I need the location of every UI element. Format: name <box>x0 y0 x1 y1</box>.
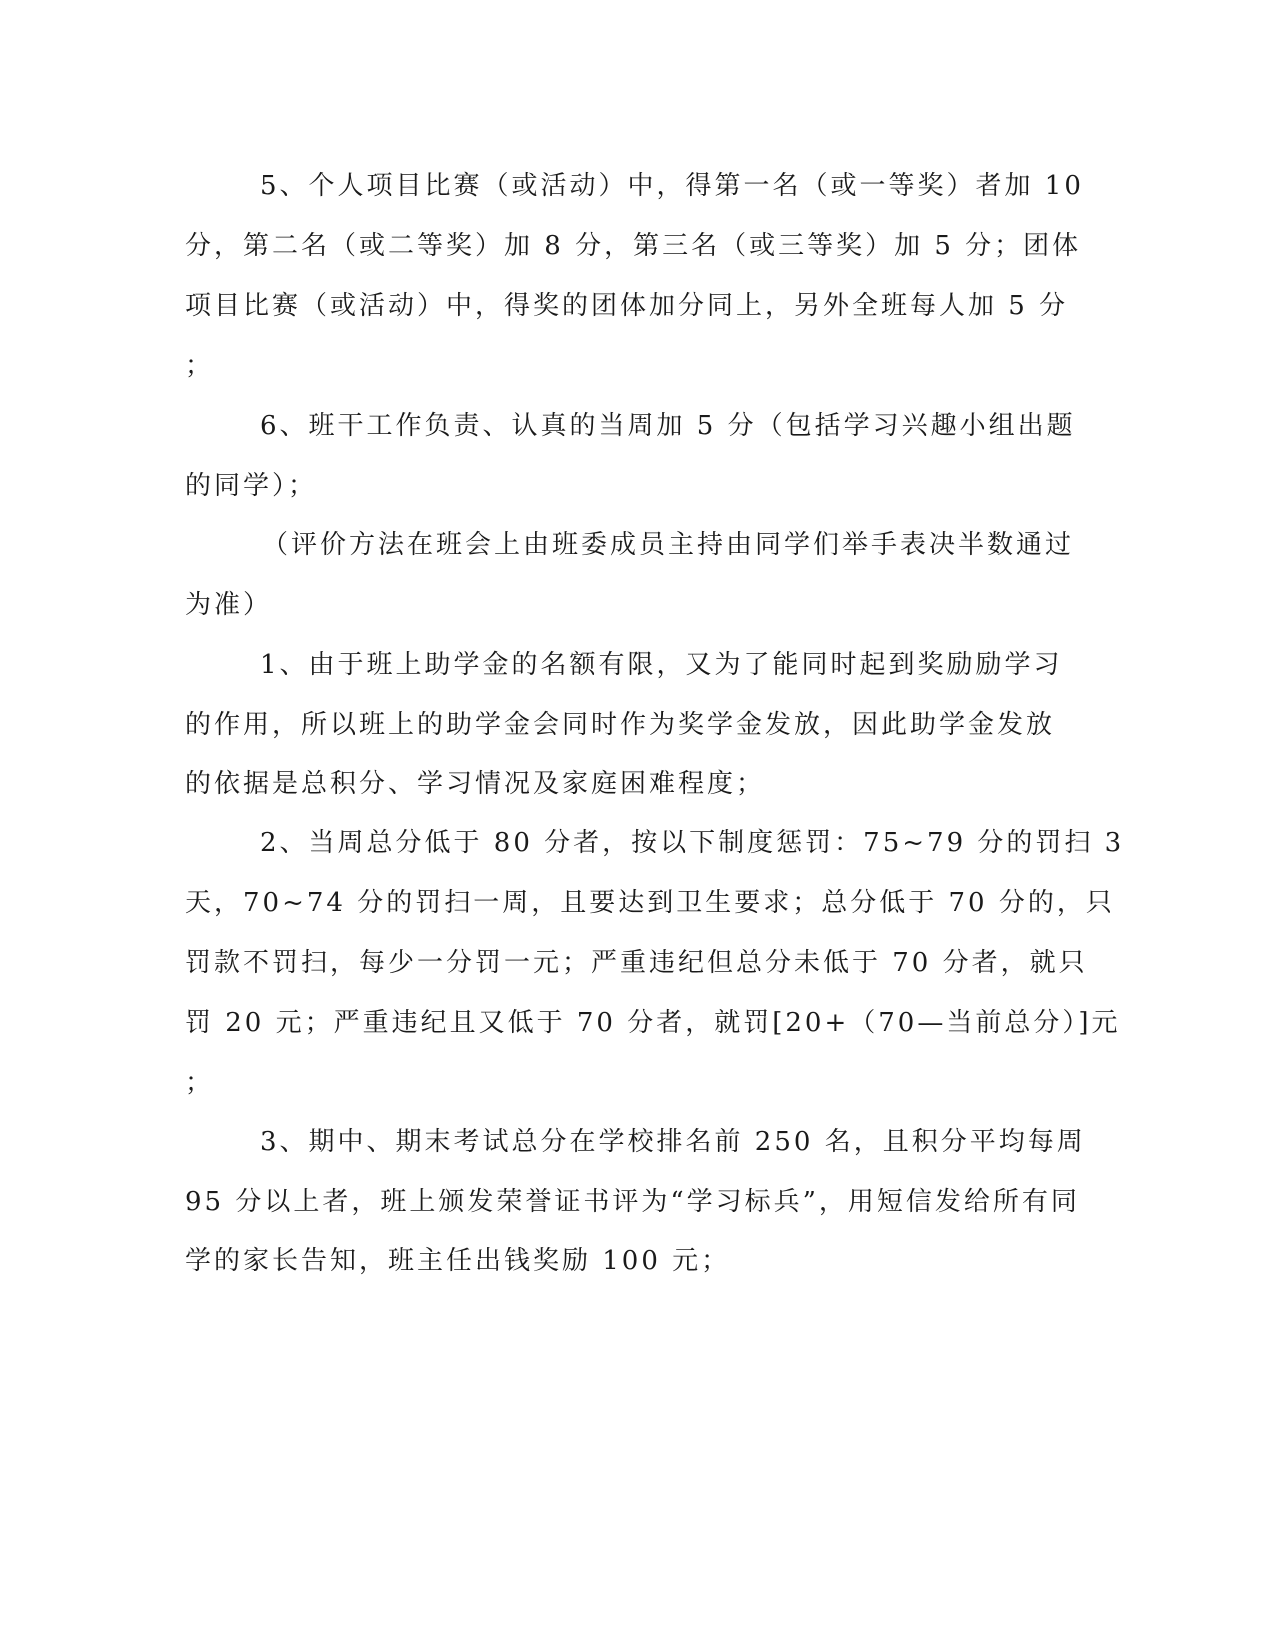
rule-2-line-3: 罚款不罚扫，每少一分罚一元；严重违纪但总分未低于 70 分者，就只 <box>185 948 1088 978</box>
rule-2-line-1: 2、当周总分低于 80 分者，按以下制度惩罚：75~79 分的罚扫 3 <box>260 828 1125 858</box>
paragraph-5-line-4: ； <box>185 351 215 381</box>
paragraph-6-line-1: 6、班干工作负责、认真的当周加 5 分（包括学习兴趣小组出题 <box>260 411 1076 441</box>
rule-1-line-2: 的作用，所以班上的助学金会同时作为奖学金发放，因此助学金发放 <box>185 710 1056 740</box>
paragraph-5-line-1: 5、个人项目比赛（或活动）中，得第一名（或一等奖）者加 10 <box>260 171 1084 201</box>
rule-2-line-4: 罚 20 元；严重违纪且又低于 70 分者，就罚[20+（70—当前总分）]元 <box>185 1008 1121 1038</box>
rule-1-line-1: 1、由于班上助学金的名额有限，又为了能同时起到奖励励学习 <box>260 650 1063 680</box>
rule-3-line-1: 3、期中、期末考试总分在学校排名前 250 名，且积分平均每周 <box>260 1127 1086 1157</box>
rule-3-line-2: 95 分以上者，班上颁发荣誉证书评为“学习标兵”，用短信发给所有同 <box>185 1187 1080 1217</box>
paragraph-6-line-2: 的同学）； <box>185 471 318 501</box>
rule-2-line-5: ； <box>185 1068 215 1098</box>
rule-2-line-2: 天，70~74 分的罚扫一周，且要达到卫生要求；总分低于 70 分的，只 <box>185 888 1115 918</box>
rule-3-line-3: 学的家长告知，班主任出钱奖励 100 元； <box>185 1246 731 1276</box>
evaluation-note-line-1: （评价方法在班会上由班委成员主持由同学们举手表决半数通过 <box>262 530 1075 560</box>
paragraph-5-line-2: 分，第二名（或二等奖）加 8 分，第三名（或三等奖）加 5 分；团体 <box>185 231 1082 261</box>
evaluation-note-line-2: 为准） <box>185 590 273 620</box>
rule-1-line-3: 的依据是总积分、学习情况及家庭困难程度； <box>185 769 766 799</box>
paragraph-5-line-3: 项目比赛（或活动）中，得奖的团体加分同上，另外全班每人加 5 分 <box>185 291 1069 321</box>
